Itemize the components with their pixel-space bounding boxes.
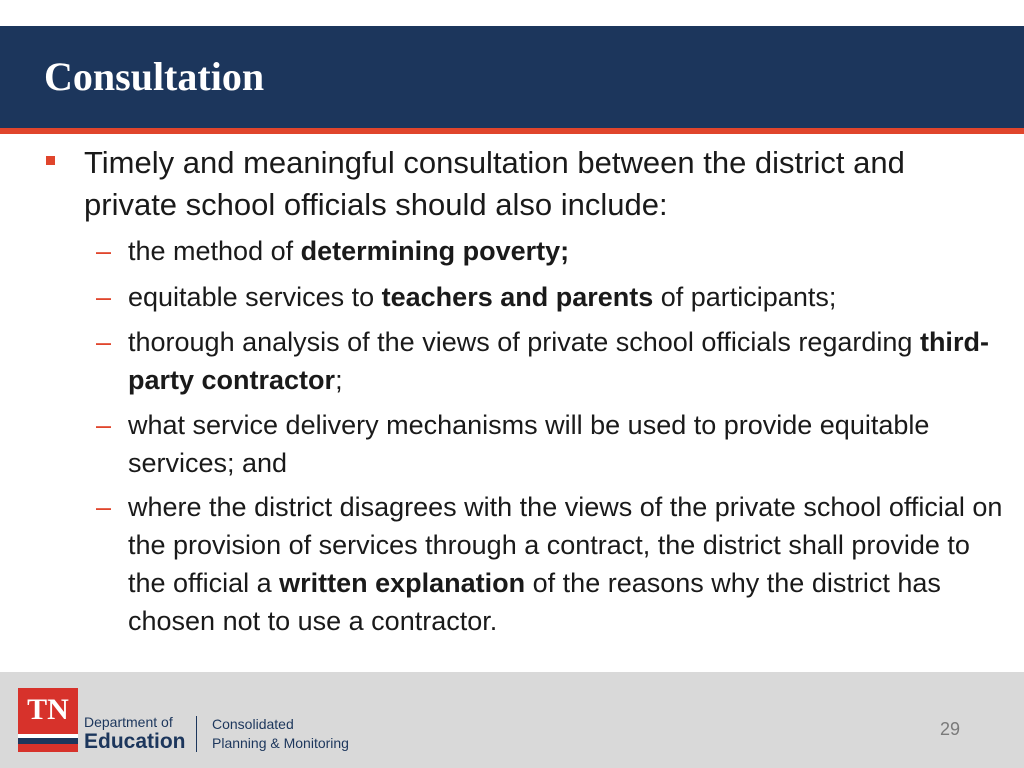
dash-bullet-icon: –	[96, 236, 112, 266]
page-number: 29	[939, 719, 961, 739]
sub-bullet-3-text: thorough analysis of the views of private school officials regarding	[128, 327, 920, 357]
sub-bullet-3-post: ;	[335, 365, 343, 395]
sub-bullet-1	[128, 232, 1008, 270]
sub-bullet-2-post: of participants;	[653, 282, 837, 312]
dash-bullet-icon: –	[96, 410, 112, 440]
slide-title: Consultation	[44, 54, 265, 99]
sub-bullet-4-text: what service delivery mechanisms will be used to provide equitable services; and	[128, 410, 930, 478]
dash-bullet-icon: –	[96, 492, 112, 522]
tn-logo-text: TN	[27, 693, 69, 726]
sub-bullet-5-text: where the district disagrees with the views of the private school official on the provision of services through a contract, the district shall provide to the official a	[128, 492, 1003, 598]
main-bullet-text: Timely and meaningful consultation between the district and private school officials should also include:	[84, 145, 905, 222]
footer-divider	[196, 716, 197, 752]
dash-bullet-icon: –	[96, 282, 112, 312]
title-underline	[0, 128, 1024, 134]
sub-bullet-5-bold: written explanation	[279, 568, 526, 598]
logo-stripe	[18, 738, 78, 744]
unit-name-line1: Consolidated	[212, 716, 294, 732]
sub-bullet-5-post: of the reasons why the district has chosen not to use a contractor.	[128, 568, 941, 636]
sub-bullet-2-text: equitable services to	[128, 282, 382, 312]
sub-bullet-1-text: the method of	[128, 236, 301, 266]
dept-name-line2: Education	[84, 730, 186, 753]
sub-bullet-5	[128, 488, 1008, 640]
sub-bullet-3-bold: third-party contractor	[128, 327, 989, 395]
dept-name-line1: Department of	[84, 714, 173, 730]
sub-bullet-1-bold: determining poverty;	[300, 236, 570, 266]
square-bullet-icon	[46, 156, 55, 165]
sub-bullet-2	[128, 278, 1008, 316]
unit-name-line2: Planning & Monitoring	[212, 735, 349, 751]
sub-bullet-3	[128, 323, 1008, 399]
tn-logo	[18, 688, 78, 752]
sub-bullet-2-bold: teachers and parents	[381, 282, 654, 312]
dash-bullet-icon: –	[96, 327, 112, 357]
sub-bullet-4	[128, 406, 1008, 482]
